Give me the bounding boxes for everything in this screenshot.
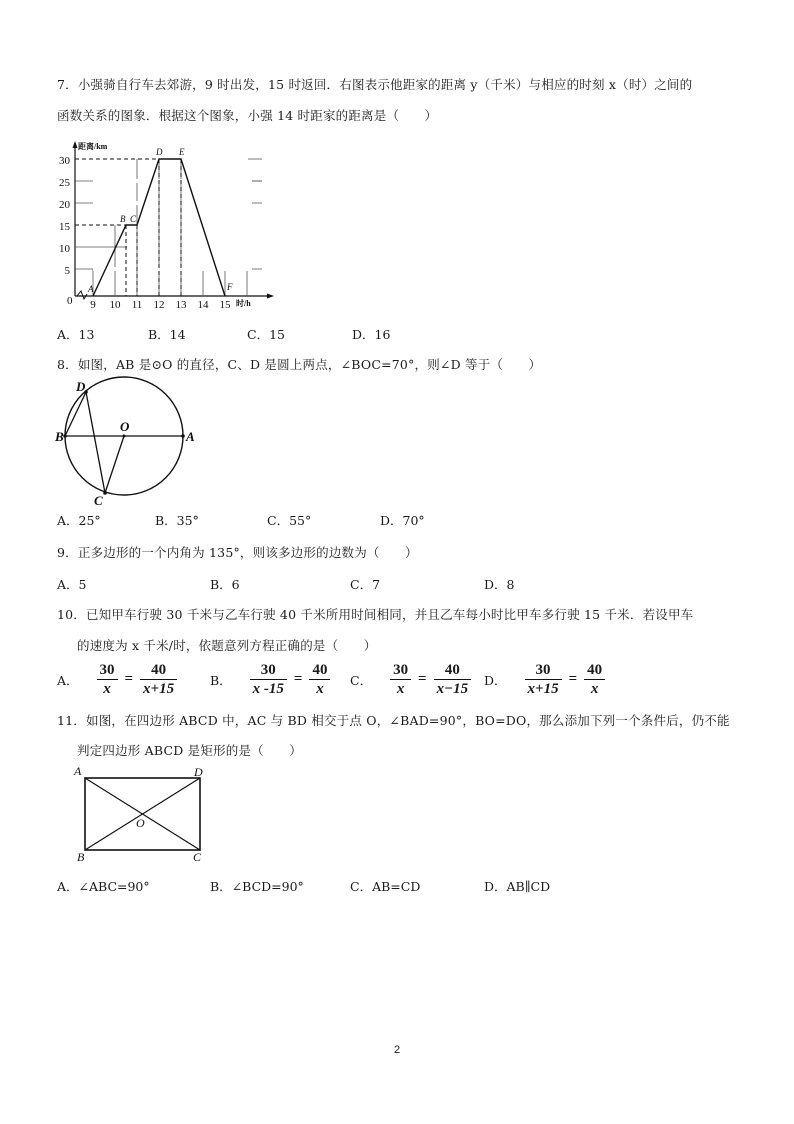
chord-dc xyxy=(86,392,105,493)
option-a-left-fraction: $\frac{30}{x}$ xyxy=(97,661,118,698)
q11-option-a: A．∠ABC=90° xyxy=(57,879,150,894)
q10-option-a xyxy=(57,661,177,698)
q11-rectangle-figure xyxy=(68,763,218,867)
q10-option-c xyxy=(350,661,471,698)
q8-option-b: B．35° xyxy=(155,513,199,528)
q9-option-b: B．6 xyxy=(210,577,240,592)
xtick-15: 15 xyxy=(219,299,231,310)
q11-option-b: B．∠BCD=90° xyxy=(210,879,304,894)
ytick-10: 10 xyxy=(59,243,70,255)
radius-oc xyxy=(105,436,124,493)
label-a: A xyxy=(74,764,82,778)
q7-text-line1: 7．小强骑自行车去郊游，9 时出发，15 时返回．右图表示他距家的距离 y（千米）与相应的时刻 x（时）之间的 xyxy=(57,77,693,92)
label-b: B xyxy=(55,429,64,444)
equals-sign: = xyxy=(568,671,578,687)
option-a-label: A． xyxy=(57,672,79,688)
y-axis-arrow xyxy=(73,141,78,148)
xtick-14: 14 xyxy=(197,299,209,310)
q7-option-b: B．14 xyxy=(148,327,186,342)
option-b-label: B． xyxy=(210,672,232,688)
option-b-right-fraction: $\frac{40}{x}$ xyxy=(309,661,330,698)
ytick-25: 25 xyxy=(59,177,70,189)
q7-option-d: D．16 xyxy=(352,327,391,342)
page-number: 2 xyxy=(394,1044,401,1056)
q9-option-a: A．5 xyxy=(57,577,87,592)
xtick-13: 13 xyxy=(175,299,187,310)
ytick-5: 5 xyxy=(64,265,70,277)
chord-db xyxy=(65,392,86,436)
q10-text-line1: 10．已知甲车行驶 30 千米与乙车行驶 40 千米所用时间相同，并且乙车每小时比甲车多行驶 15 千米．若设甲车 xyxy=(57,607,694,622)
q8-circle-figure xyxy=(52,375,202,507)
axis-break-mark xyxy=(77,291,87,299)
label-c: C xyxy=(94,493,103,507)
q11-text-line2: 判定四边形 ABCD 是矩形的是（ ） xyxy=(77,743,302,758)
option-d-left-fraction: $\frac{30}{x+15}$ xyxy=(525,661,562,698)
point-f-label: F xyxy=(227,282,233,292)
q11-option-c: C．AB=CD xyxy=(350,879,421,894)
option-c-label: C． xyxy=(350,672,373,688)
xtick-12: 12 xyxy=(153,299,165,310)
xtick-9: 9 xyxy=(90,299,96,310)
q10-option-d xyxy=(484,661,605,698)
label-d: D xyxy=(76,379,86,394)
q10-text-line2: 的速度为 x 千米/时，依题意列方程正确的是（ ） xyxy=(77,638,377,653)
x-axis-arrow xyxy=(267,294,274,299)
equals-sign: = xyxy=(293,671,303,687)
q11-text-line1: 11．如图，在四边形 ABCD 中，AC 与 BD 相交于点 O，∠BAD=90°，BO=DO，那么添加下列一个条件后，仍不能 xyxy=(57,713,730,728)
label-a: A xyxy=(186,429,195,444)
q8-text-line1: 8．如图，AB 是⊙O 的直径，C、D 是圆上两点，∠BOC=70°，则∠D 等于（ ） xyxy=(57,357,542,372)
q10-option-b xyxy=(210,661,330,698)
label-b: B xyxy=(77,850,85,864)
equals-sign: = xyxy=(124,671,134,687)
point-c-label: C xyxy=(130,214,137,224)
option-c-left-fraction: $\frac{30}{x}$ xyxy=(390,661,411,698)
label-o: O xyxy=(120,419,130,434)
x-axis-label: 时/h xyxy=(236,299,251,308)
q7-option-a: A．13 xyxy=(57,327,95,342)
option-b-left-fraction: $\frac{30}{x -15}$ xyxy=(250,661,287,698)
q7-distance-time-graph xyxy=(52,138,277,310)
xtick-10: 10 xyxy=(109,299,121,310)
q8-option-a: A．25° xyxy=(57,513,101,528)
q11-option-d: D．AB∥CD xyxy=(484,879,551,894)
q8-option-d: D．70° xyxy=(380,513,425,528)
label-d: D xyxy=(194,765,203,779)
ytick-30: 30 xyxy=(59,155,70,167)
q7-option-c: C．15 xyxy=(247,327,285,342)
option-c-right-fraction: $\frac{40}{x-15}$ xyxy=(434,661,472,698)
label-o: O xyxy=(136,816,145,830)
xtick-11: 11 xyxy=(131,299,143,310)
q9-text-line1: 9．正多边形的一个内角为 135°，则该多边形的边数为（ ） xyxy=(57,545,418,560)
q8-option-c: C．55° xyxy=(267,513,312,528)
y-axis-label: 距离/km xyxy=(78,142,108,151)
equals-sign: = xyxy=(418,671,427,687)
q9-option-c: C．7 xyxy=(350,577,381,592)
ytick-15: 15 xyxy=(59,221,70,233)
point-e-label: E xyxy=(179,147,185,157)
point-d-label: D xyxy=(156,147,163,157)
option-d-right-fraction: $\frac{40}{x}$ xyxy=(584,661,605,698)
ytick-20: 20 xyxy=(59,199,70,211)
label-c: C xyxy=(193,850,202,864)
q9-option-d: D．8 xyxy=(484,577,515,592)
option-d-label: D． xyxy=(484,672,507,688)
origin-label: 0 xyxy=(67,295,73,307)
option-a-right-fraction: $\frac{40}{x+15}$ xyxy=(140,661,177,698)
point-a-label: A xyxy=(88,284,94,294)
q7-text-line2: 函数关系的图象．根据这个图象，小强 14 时距家的距离是（ ） xyxy=(57,108,438,123)
point-b-label: B xyxy=(120,214,126,224)
